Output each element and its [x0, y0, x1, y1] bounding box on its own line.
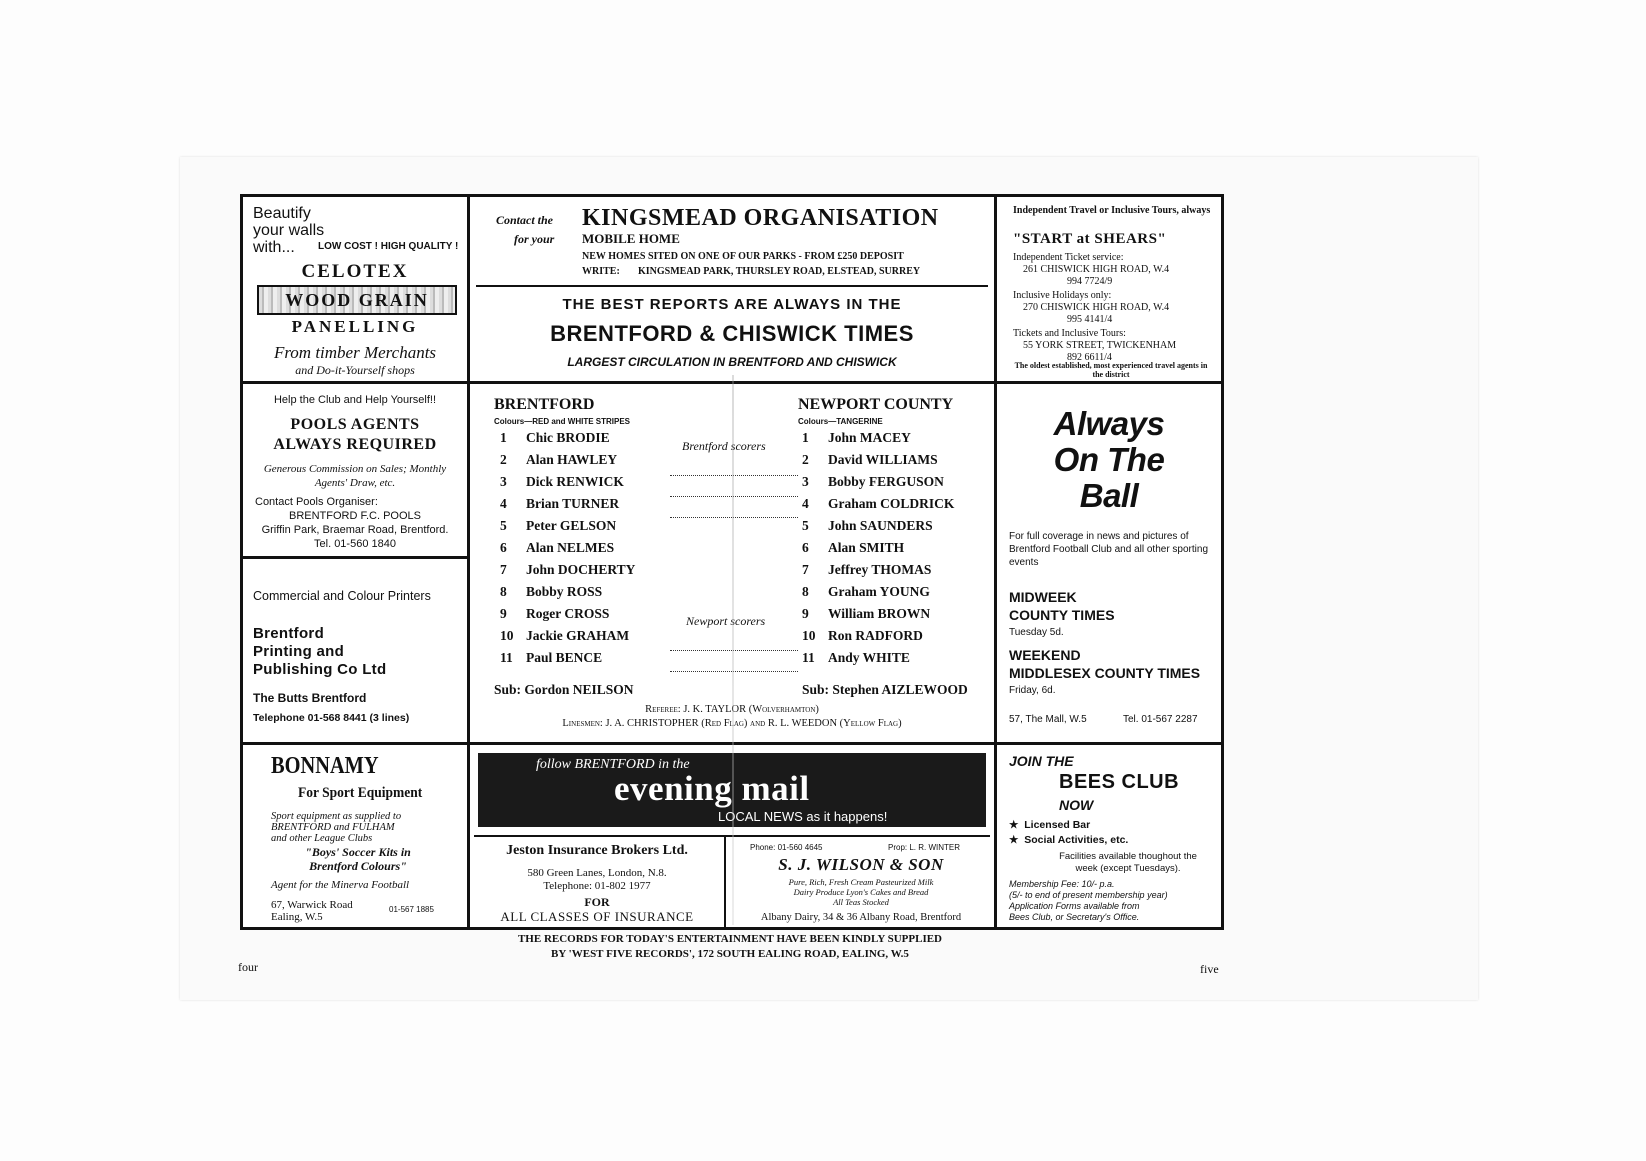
jeston-for: FOR [584, 895, 610, 909]
player-row [500, 452, 617, 468]
player-name: Graham YOUNG [828, 584, 930, 599]
player-name: Alan SMITH [828, 540, 905, 555]
jeston-address: 580 Green Lanes, London, N.8. [527, 867, 667, 879]
away-sub: Sub: Stephen AIZLEWOOD [802, 682, 968, 697]
bees-join: JOIN THE [1009, 753, 1074, 769]
wilson-phone: Phone: 01-560 4645 [750, 843, 823, 852]
kingsmead-bct-box [467, 194, 997, 384]
bonnamy-address-1: 67, Warwick Road [271, 899, 353, 911]
pools-advert [240, 381, 470, 559]
player-number: 1 [500, 430, 507, 445]
midweek-title-1: MIDWEEK [1009, 589, 1077, 605]
player-number: 11 [802, 650, 815, 665]
evening-mail-tag: LOCAL NEWS as it happens! [718, 809, 888, 824]
jeston-tel: Telephone: 01-802 1977 [543, 880, 651, 892]
wilson-name: S. J. WILSON & SON [778, 855, 944, 874]
county-times-tel: Tel. 01-567 2287 [1123, 714, 1198, 725]
bonnamy-agent: Agent for the Minerva Football [271, 879, 410, 891]
player-row [802, 430, 911, 446]
kingsmead-name: KINGSMEAD ORGANISATION [582, 205, 939, 231]
page-number-left: four [238, 960, 258, 974]
pools-org: BRENTFORD F.C. POOLS [288, 510, 422, 522]
player-number: 2 [802, 452, 809, 467]
player-row [500, 430, 610, 446]
bees-fee-2: (5/- to end of present membership year) [1009, 890, 1168, 900]
shears-footer: The oldest established, most experienced travel agents in the district [1014, 361, 1208, 379]
player-row [500, 606, 609, 622]
player-number: 10 [500, 628, 514, 643]
bees-now: NOW [1059, 797, 1094, 813]
weekend-title-1: WEEKEND [1009, 647, 1081, 663]
player-number: 5 [500, 518, 507, 533]
centre-fold [732, 375, 734, 925]
wilson-line3: All Teas Stocked [833, 897, 889, 907]
player-row [802, 628, 923, 644]
referee: Referee: J. K. TAYLOR (Wolverhamton) [645, 704, 819, 715]
player-name: John DOCHERTY [526, 562, 636, 577]
county-times-address: 57, The Mall, W.5 [1009, 714, 1087, 725]
page-number-right: five [1200, 962, 1219, 976]
bonnamy-advert [240, 742, 470, 930]
player-number: 3 [802, 474, 809, 489]
scorer-line[interactable] [670, 671, 798, 672]
shears-block1-phone: 994 7724/9 [1067, 276, 1113, 287]
celotex-product: WOOD GRAIN [257, 285, 457, 315]
wilson-line1: Pure, Rich, Fresh Cream Pasteurized Milk [788, 877, 934, 887]
player-name: Peter GELSON [526, 518, 617, 533]
player-row [500, 584, 602, 600]
kingsmead-write-address: KINGSMEAD PARK, THURSLEY ROAD, ELSTEAD, SURREY [638, 266, 921, 277]
kingsmead-for-your: for your [514, 232, 555, 246]
bees-item-2 [1009, 834, 1128, 846]
star-icon: ★ [1009, 834, 1019, 846]
player-name: Graham COLDRICK [828, 496, 955, 511]
player-name: Jackie GRAHAM [526, 628, 630, 643]
player-number: 9 [802, 606, 809, 621]
printers-name-3: Publishing Co Ltd [253, 661, 387, 678]
evening-mail-follow: follow BRENTFORD in the [536, 757, 690, 772]
away-team-name: NEWPORT COUNTY [798, 396, 954, 413]
player-row [802, 518, 933, 534]
bonnamy-phone: 01-567 1885 [389, 905, 434, 914]
player-row [500, 474, 624, 490]
player-row [802, 452, 938, 468]
ball-title-3: Ball [1079, 477, 1139, 514]
home-team-name: BRENTFORD [494, 396, 595, 413]
bct-title: BRENTFORD & CHISWICK TIMES [550, 321, 914, 346]
bonnamy-name: BONNAMY [271, 753, 379, 779]
player-name: Jeffrey THOMAS [828, 562, 932, 577]
linesmen: Linesmen: J. A. CHRISTOPHER (Red Flag) and R. L. WEEDON (Yellow Flag) [562, 718, 902, 729]
shears-block3-label: Tickets and Inclusive Tours: [1013, 328, 1126, 339]
kingsmead-divider [476, 285, 988, 287]
player-name: Alan HAWLEY [526, 452, 618, 467]
player-number: 1 [802, 430, 809, 445]
player-number: 3 [500, 474, 507, 489]
player-name: Alan NELMES [526, 540, 615, 555]
celotex-advert [240, 194, 470, 384]
bees-item-1 [1009, 819, 1090, 831]
shears-advert [994, 194, 1224, 384]
celotex-brand: CELOTEX [301, 261, 409, 282]
shears-block2-phone: 995 4141/4 [1067, 314, 1113, 325]
wilson-address: Albany Dairy, 34 & 36 Albany Road, Brentford [760, 912, 962, 923]
player-number: 4 [802, 496, 809, 511]
player-name: William BROWN [828, 606, 931, 621]
celotex-intro-2: your walls [253, 222, 325, 239]
player-name: Dick RENWICK [526, 474, 624, 489]
player-number: 6 [500, 540, 507, 555]
pools-tel: Tel. 01-560 1840 [314, 538, 396, 550]
away-scorers-label: Newport scorers [686, 614, 766, 628]
bct-line3: LARGEST CIRCULATION IN BRENTFORD AND CHISWICK [567, 355, 897, 369]
shears-block1-address: 261 CHISWICK HIGH ROAD, W.4 [1023, 264, 1170, 275]
celotex-intro-3: with... [253, 239, 295, 256]
bees-forms-2: Bees Club, or Secretary's Office. [1009, 912, 1140, 922]
player-number: 4 [500, 496, 507, 511]
shears-block2-address: 270 CHISWICK HIGH ROAD, W.4 [1023, 302, 1170, 313]
printers-intro: Commercial and Colour Printers [253, 589, 431, 603]
county-times-advert [994, 381, 1224, 745]
celotex-tagline: LOW COST ! HIGH QUALITY ! [318, 241, 459, 252]
bees-fee: Membership Fee: 10/- p.a. [1009, 879, 1115, 889]
printers-name-1: Brentford [253, 625, 325, 642]
celotex-script-2: and Do-it-Yourself shops [295, 363, 415, 377]
player-name: Paul BENCE [526, 650, 603, 665]
kingsmead-line1: NEW HOMES SITED ON ONE OF OUR PARKS - FROM £250 DEPOSIT [582, 251, 904, 262]
player-row [500, 496, 619, 512]
player-number: 7 [500, 562, 507, 577]
player-row [802, 474, 944, 490]
records-credit-1: THE RECORDS FOR TODAY'S ENTERTAINMENT HAVE BEEN KINDLY SUPPLIED [517, 933, 943, 945]
ball-title-1: Always [1053, 405, 1165, 442]
bonnamy-address-2: Ealing, W.5 [271, 911, 323, 923]
bonnamy-quote-1: "Boys' Soccer Kits in [305, 845, 411, 859]
player-row [802, 584, 930, 600]
player-row [500, 540, 614, 556]
player-name: Bobby ROSS [526, 584, 603, 599]
player-name: Bobby FERGUSON [828, 474, 944, 489]
player-number: 6 [802, 540, 809, 555]
pools-intro: Help the Club and Help Yourself!! [273, 394, 437, 406]
player-number: 7 [802, 562, 809, 577]
pools-contact: Contact Pools Organiser: [255, 496, 378, 508]
jeston-name: Jeston Insurance Brokers Ltd. [506, 843, 688, 858]
pools-desc: Generous Commission on Sales; Monthly Agents' Draw, etc. [263, 463, 447, 489]
away-team-colours: Colours—TANGERINE [798, 417, 883, 426]
bonnamy-desc-3: and other League Clubs [271, 833, 373, 844]
player-name: Roger CROSS [526, 606, 610, 621]
wilson-prop: Prop: L. R. WINTER [888, 843, 961, 852]
midweek-title-2: COUNTY TIMES [1009, 607, 1115, 623]
county-times-desc: For full coverage in news and pictures of Brentford Football Club and all other sporting events [1009, 531, 1209, 568]
player-name: Ron RADFORD [828, 628, 923, 643]
celotex-script-1: From timber Merchants [273, 343, 437, 362]
kingsmead-write-label: WRITE: [582, 266, 620, 277]
bees-title: BEES CLUB [1059, 771, 1180, 793]
bees-item-2-label: Social Activities, etc. [1024, 834, 1129, 846]
shears-intro: Independent Travel or Inclusive Tours, always [1013, 205, 1211, 216]
player-name: John SAUNDERS [828, 518, 933, 533]
player-row [500, 518, 616, 534]
scorer-line[interactable] [670, 517, 798, 518]
home-scorers-label: Brentford scorers [682, 439, 766, 453]
player-name: Andy WHITE [828, 650, 910, 665]
home-sub: Sub: Gordon NEILSON [494, 682, 634, 697]
kingsmead-subtitle: MOBILE HOME [582, 231, 680, 246]
weekend-title-2: MIDDLESEX COUNTY TIMES [1009, 665, 1201, 681]
shears-block3-phone: 892 6611/4 [1067, 352, 1112, 363]
player-name: David WILLIAMS [828, 452, 938, 467]
bonnamy-desc-2: BRENTFORD and FULHAM [271, 822, 395, 833]
player-number: 10 [802, 628, 816, 643]
kingsmead-contact-the: Contact the [496, 213, 554, 227]
bct-line1: THE BEST REPORTS ARE ALWAYS IN THE [562, 296, 902, 313]
player-number: 11 [500, 650, 513, 665]
celotex-product-2: PANELLING [291, 317, 419, 336]
bees-club-advert [994, 742, 1224, 930]
pools-title-2: ALWAYS REQUIRED [273, 436, 437, 453]
player-row [500, 562, 635, 578]
printers-advert [240, 556, 470, 745]
bonnamy-quote-2: Brentford Colours" [309, 859, 407, 873]
home-team-colours: Colours—RED and WHITE STRIPES [494, 417, 631, 426]
weekend-price: Friday, 6d. [1009, 685, 1056, 696]
printers-address: The Butts Brentford [253, 691, 367, 705]
shears-title: "START at SHEARS" [1013, 231, 1167, 247]
star-icon: ★ [1009, 819, 1019, 831]
bees-item-1-label: Licensed Bar [1024, 819, 1091, 831]
ball-title-2: On The [1053, 441, 1165, 478]
records-credit-2: BY 'WEST FIVE RECORDS', 172 SOUTH EALING ROAD, EALING, W.5 [551, 948, 909, 960]
shears-block2-label: Inclusive Holidays only: [1013, 290, 1112, 301]
scorer-line[interactable] [670, 475, 798, 476]
midweek-price: Tuesday 5d. [1009, 627, 1064, 638]
shears-block3-address: 55 YORK STREET, TWICKENHAM [1023, 340, 1177, 351]
player-name: Chic BRODIE [526, 430, 610, 445]
pools-title-1: POOLS AGENTS [290, 416, 420, 433]
player-number: 8 [802, 584, 809, 599]
records-credit [470, 932, 990, 962]
player-row [802, 562, 931, 578]
bees-facilities: Facilities available thoughout the week (except Tuesdays). [1059, 851, 1197, 874]
jeston-classes: ALL CLASSES OF INSURANCE [500, 909, 694, 924]
wilson-line2: Dairy Produce Lyon's Cakes and Bread [793, 887, 929, 897]
printers-name-2: Printing and [253, 643, 345, 660]
bees-forms: Application Forms available from [1009, 901, 1140, 911]
player-number: 9 [500, 606, 507, 621]
player-number: 8 [500, 584, 507, 599]
player-row [802, 496, 954, 512]
bonnamy-desc-1: Sport equipment as supplied to [271, 811, 402, 822]
player-number: 5 [802, 518, 809, 533]
player-name: John MACEY [828, 430, 911, 445]
celotex-intro-1: Beautify [253, 205, 311, 222]
player-name: Brian TURNER [526, 496, 620, 511]
shears-block1-label: Independent Ticket service: [1013, 252, 1124, 263]
player-row [802, 540, 904, 556]
pools-address: Griffin Park, Braemar Road, Brentford. [261, 524, 449, 536]
player-row [500, 628, 629, 644]
scorer-line[interactable] [670, 650, 798, 651]
bonnamy-sub: For Sport Equipment [298, 785, 423, 801]
evening-mail-title: evening mail [614, 769, 810, 808]
player-row [802, 606, 930, 622]
printers-phone: Telephone 01-568 8441 (3 lines) [253, 712, 410, 724]
player-number: 2 [500, 452, 507, 467]
player-row [500, 650, 602, 666]
player-row [802, 650, 910, 666]
scorer-line[interactable] [670, 496, 798, 497]
